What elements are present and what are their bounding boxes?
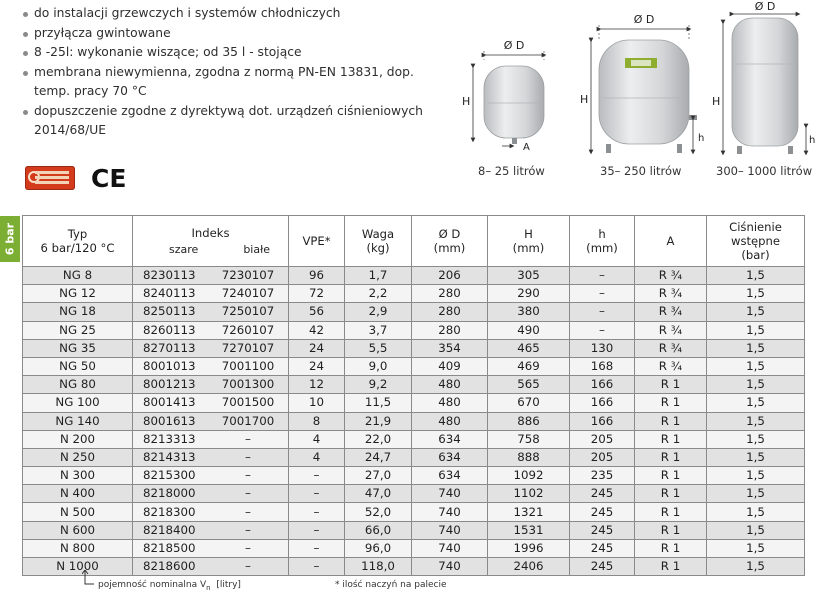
cell-h: – [570, 267, 635, 285]
code-biale: – [245, 504, 251, 519]
cell-od: 354 [412, 339, 488, 357]
medium-tank-diagram [580, 13, 704, 153]
cell-h: 166 [570, 376, 635, 394]
cell-indeks [133, 267, 289, 285]
cell-h: – [570, 303, 635, 321]
cell-typ: N 500 [23, 503, 133, 521]
cell-H: 886 [488, 412, 570, 430]
cell-A: R 1 [635, 503, 707, 521]
cell-typ: N 1000 [23, 558, 133, 576]
large-tank-diagram [712, 0, 815, 154]
cell-indeks [133, 430, 289, 448]
cell-typ: NG 80 [23, 376, 133, 394]
cell-H: 305 [488, 267, 570, 285]
table-row [23, 448, 805, 466]
cell-cisnienie: 1,5 [707, 285, 805, 303]
cell-od: 740 [412, 539, 488, 557]
cell-od: 740 [412, 558, 488, 576]
cell-vpe: – [289, 503, 345, 521]
header-od: Ø D (mm) [412, 216, 488, 267]
cell-waga: 11,5 [345, 394, 412, 412]
cell-indeks [133, 485, 289, 503]
code-biale: 7260107 [221, 322, 275, 337]
code-szare: 8213313 [143, 431, 196, 446]
cell-waga: 52,0 [345, 503, 412, 521]
cell-indeks [133, 339, 289, 357]
code-biale: 7001300 [221, 377, 275, 392]
tank-caption-small: 8– 25 litrów [478, 164, 545, 178]
cell-A: R 1 [635, 485, 707, 503]
cell-waga: 3,7 [345, 321, 412, 339]
cell-typ: N 200 [23, 430, 133, 448]
header-A: A [635, 216, 707, 267]
cell-H: 1102 [488, 485, 570, 503]
cell-typ: NG 100 [23, 394, 133, 412]
tank-diagram-drawing [440, 0, 817, 190]
cell-H: 2406 [488, 558, 570, 576]
code-biale: – [245, 540, 251, 555]
cell-H: 290 [488, 285, 570, 303]
cell-od: 634 [412, 467, 488, 485]
cell-vpe: 24 [289, 357, 345, 375]
code-szare: 8215300 [143, 468, 196, 483]
cell-A: R 1 [635, 394, 707, 412]
cell-cisnienie: 1,5 [707, 503, 805, 521]
code-biale: – [245, 468, 251, 483]
code-szare: 8001213 [143, 377, 196, 392]
cell-waga: 1,7 [345, 267, 412, 285]
svg-text:H: H [712, 95, 721, 108]
cell-waga: 9,2 [345, 376, 412, 394]
cell-vpe: 56 [289, 303, 345, 321]
code-szare: 8001413 [143, 395, 196, 410]
code-biale: 7001500 [221, 395, 275, 410]
cell-H: 490 [488, 321, 570, 339]
vpe-footnote: * ilość naczyń na palecie [335, 580, 447, 590]
feature-item: dopuszczenie zgodne z dyrektywą dot. urządzeń ciśnieniowych 2014/68/UE [22, 102, 442, 141]
table-row [23, 558, 805, 576]
code-biale: – [245, 449, 251, 464]
cell-h: 130 [570, 339, 635, 357]
cell-cisnienie: 1,5 [707, 321, 805, 339]
cell-indeks [133, 558, 289, 576]
table-row [23, 321, 805, 339]
cell-h: 245 [570, 539, 635, 557]
cell-vpe: – [289, 521, 345, 539]
cell-A: R 1 [635, 521, 707, 539]
header-waga: Waga (kg) [345, 216, 412, 267]
header-indeks: Indeks szare białe [133, 216, 289, 267]
cell-indeks [133, 303, 289, 321]
code-szare: 8270113 [143, 340, 196, 355]
cell-typ: N 800 [23, 539, 133, 557]
code-szare: 8240113 [143, 286, 196, 301]
code-szare: 8218600 [143, 559, 196, 574]
cell-h: 205 [570, 448, 635, 466]
cell-cisnienie: 1,5 [707, 267, 805, 285]
cell-cisnienie: 1,5 [707, 339, 805, 357]
corner-arrow-icon [82, 570, 96, 588]
cell-cisnienie: 1,5 [707, 467, 805, 485]
tank-caption-large: 300– 1000 litrów [716, 164, 813, 178]
cell-h: 205 [570, 430, 635, 448]
header-typ: Typ 6 bar/120 °C [23, 216, 133, 267]
cell-waga: 2,2 [345, 285, 412, 303]
table-row [23, 285, 805, 303]
table-row [23, 521, 805, 539]
cell-cisnienie: 1,5 [707, 376, 805, 394]
feature-list [22, 4, 442, 141]
cell-od: 740 [412, 503, 488, 521]
cell-h: 245 [570, 485, 635, 503]
ce-mark-icon [91, 164, 127, 192]
cell-cisnienie: 1,5 [707, 539, 805, 557]
cell-od: 409 [412, 357, 488, 375]
cell-indeks [133, 394, 289, 412]
cell-waga: 2,9 [345, 303, 412, 321]
cell-od: 206 [412, 267, 488, 285]
cell-indeks [133, 376, 289, 394]
small-tank-diagram [462, 39, 544, 153]
cell-A: R 1 [635, 376, 707, 394]
cell-vpe: – [289, 558, 345, 576]
cell-indeks [133, 321, 289, 339]
cell-h: 245 [570, 558, 635, 576]
cell-h: 245 [570, 521, 635, 539]
code-biale: 7001700 [221, 413, 275, 428]
cell-typ: NG 18 [23, 303, 133, 321]
code-szare: 8230113 [143, 268, 196, 283]
cell-cisnienie: 1,5 [707, 558, 805, 576]
code-biale: – [245, 559, 251, 574]
cell-A: R 1 [635, 539, 707, 557]
cell-indeks [133, 285, 289, 303]
cell-A: R 1 [635, 558, 707, 576]
table-body [23, 267, 805, 576]
cell-waga: 21,9 [345, 412, 412, 430]
cell-h: 235 [570, 467, 635, 485]
cell-typ: NG 50 [23, 357, 133, 375]
cell-waga: 22,0 [345, 430, 412, 448]
cell-h: – [570, 285, 635, 303]
feature-item: membrana niewymienna, zgodna z normą PN-EN 13831, dop. temp. pracy 70 °C [22, 63, 442, 102]
table-row [23, 412, 805, 430]
volume-footnote: pojemność nominalna $V_n$ [litry] [98, 580, 241, 592]
code-szare: 8218300 [143, 504, 196, 519]
cell-od: 740 [412, 521, 488, 539]
svg-text:H: H [580, 93, 589, 106]
cell-h: – [570, 321, 635, 339]
cell-H: 380 [488, 303, 570, 321]
cell-vpe: 4 [289, 448, 345, 466]
cell-A: R ¾ [635, 357, 707, 375]
table-header-row [23, 216, 805, 267]
cell-cisnienie: 1,5 [707, 430, 805, 448]
cell-A: R 1 [635, 448, 707, 466]
pressure-side-tab [0, 216, 20, 262]
cell-H: 670 [488, 394, 570, 412]
svg-text:h: h [809, 135, 816, 146]
cell-A: R 1 [635, 412, 707, 430]
table-row [23, 357, 805, 375]
cell-typ: N 600 [23, 521, 133, 539]
cell-vpe: – [289, 539, 345, 557]
feature-item: do instalacji grzewczych i systemów chłodniczych [22, 4, 442, 24]
header-vpe: VPE* [289, 216, 345, 267]
cell-od: 280 [412, 321, 488, 339]
cell-od: 280 [412, 303, 488, 321]
ce-mark-text: CE [91, 164, 127, 192]
cell-cisnienie: 1,5 [707, 357, 805, 375]
spec-table [22, 215, 805, 576]
cell-cisnienie: 1,5 [707, 412, 805, 430]
cell-vpe: – [289, 485, 345, 503]
tank-caption-medium: 35– 250 litrów [600, 164, 682, 178]
table-row [23, 376, 805, 394]
code-szare: 8001613 [143, 413, 196, 428]
tank-diagrams [440, 0, 817, 190]
cell-indeks [133, 503, 289, 521]
cell-H: 758 [488, 430, 570, 448]
quality-badge-logo [25, 166, 75, 190]
cell-waga: 24,7 [345, 448, 412, 466]
table-row [23, 503, 805, 521]
side-tab-label: 6 bar [3, 222, 17, 256]
table-row [23, 303, 805, 321]
table-row [23, 485, 805, 503]
cell-typ: N 300 [23, 467, 133, 485]
cell-A: R 1 [635, 467, 707, 485]
cell-vpe: 24 [289, 339, 345, 357]
cell-cisnienie: 1,5 [707, 448, 805, 466]
cell-typ: N 400 [23, 485, 133, 503]
cell-waga: 5,5 [345, 339, 412, 357]
cell-A: R ¾ [635, 339, 707, 357]
code-biale: 7240107 [221, 286, 275, 301]
code-szare: 8218500 [143, 540, 196, 555]
cell-typ: NG 12 [23, 285, 133, 303]
cell-indeks [133, 539, 289, 557]
cell-indeks [133, 448, 289, 466]
code-biale: – [245, 431, 251, 446]
code-biale: 7230107 [221, 268, 275, 283]
cell-waga: 9,0 [345, 357, 412, 375]
cell-cisnienie: 1,5 [707, 485, 805, 503]
svg-text:A: A [523, 142, 530, 153]
table-row [23, 267, 805, 285]
code-biale: 7270107 [221, 340, 275, 355]
cell-waga: 27,0 [345, 467, 412, 485]
cell-vpe: 42 [289, 321, 345, 339]
code-biale: 7001100 [221, 359, 275, 374]
cell-waga: 66,0 [345, 521, 412, 539]
cell-H: 1996 [488, 539, 570, 557]
header-cisnienie: Ciśnienie wstępne (bar) [707, 216, 805, 267]
table-row [23, 339, 805, 357]
cell-od: 740 [412, 485, 488, 503]
cell-A: R ¾ [635, 303, 707, 321]
svg-text:Ø D: Ø D [503, 39, 525, 52]
svg-text:H: H [462, 95, 471, 108]
cell-od: 280 [412, 285, 488, 303]
table-row [23, 467, 805, 485]
cell-indeks [133, 521, 289, 539]
cell-H: 1531 [488, 521, 570, 539]
feature-item: przyłącza gwintowane [22, 24, 442, 44]
cell-od: 480 [412, 376, 488, 394]
cell-waga: 47,0 [345, 485, 412, 503]
cell-vpe: 96 [289, 267, 345, 285]
code-szare: 8260113 [143, 322, 196, 337]
cell-od: 480 [412, 412, 488, 430]
cell-waga: 118,0 [345, 558, 412, 576]
code-szare: 8218000 [143, 486, 196, 501]
cell-vpe: 10 [289, 394, 345, 412]
svg-text:Ø D: Ø D [754, 0, 776, 13]
header-h: h (mm) [570, 216, 635, 267]
cell-vpe: 4 [289, 430, 345, 448]
cell-H: 888 [488, 448, 570, 466]
cell-od: 634 [412, 448, 488, 466]
cell-indeks [133, 467, 289, 485]
feature-item: 8 -25l: wykonanie wiszące; od 35 l - stojące [22, 43, 442, 63]
code-biale: – [245, 522, 251, 537]
code-szare: 8218400 [143, 522, 196, 537]
table-row [23, 430, 805, 448]
cell-typ: NG 8 [23, 267, 133, 285]
table-row [23, 394, 805, 412]
code-szare: 8214313 [143, 449, 196, 464]
svg-text:h: h [698, 133, 705, 144]
cell-A: R ¾ [635, 321, 707, 339]
cell-h: 168 [570, 357, 635, 375]
cell-indeks [133, 357, 289, 375]
cell-H: 1092 [488, 467, 570, 485]
cell-waga: 96,0 [345, 539, 412, 557]
cell-typ: N 250 [23, 448, 133, 466]
cell-A: R 1 [635, 430, 707, 448]
cell-typ: NG 25 [23, 321, 133, 339]
code-szare: 8250113 [143, 304, 196, 319]
cell-h: 166 [570, 412, 635, 430]
svg-text:Ø D: Ø D [633, 13, 655, 26]
cell-vpe: 72 [289, 285, 345, 303]
code-biale: – [245, 486, 251, 501]
table-row [23, 539, 805, 557]
cell-indeks [133, 412, 289, 430]
header-H: H (mm) [488, 216, 570, 267]
cell-cisnienie: 1,5 [707, 521, 805, 539]
cell-od: 480 [412, 394, 488, 412]
cell-H: 1321 [488, 503, 570, 521]
cell-h: 245 [570, 503, 635, 521]
cell-cisnienie: 1,5 [707, 394, 805, 412]
cell-typ: NG 140 [23, 412, 133, 430]
cell-cisnienie: 1,5 [707, 303, 805, 321]
code-szare: 8001013 [143, 359, 196, 374]
cell-vpe: 8 [289, 412, 345, 430]
cell-h: 166 [570, 394, 635, 412]
cell-A: R ¾ [635, 267, 707, 285]
cell-vpe: – [289, 467, 345, 485]
code-biale: 7250107 [221, 304, 275, 319]
cell-H: 465 [488, 339, 570, 357]
cell-vpe: 12 [289, 376, 345, 394]
cell-A: R ¾ [635, 285, 707, 303]
cell-typ: NG 35 [23, 339, 133, 357]
cell-H: 469 [488, 357, 570, 375]
cell-H: 565 [488, 376, 570, 394]
cell-od: 634 [412, 430, 488, 448]
